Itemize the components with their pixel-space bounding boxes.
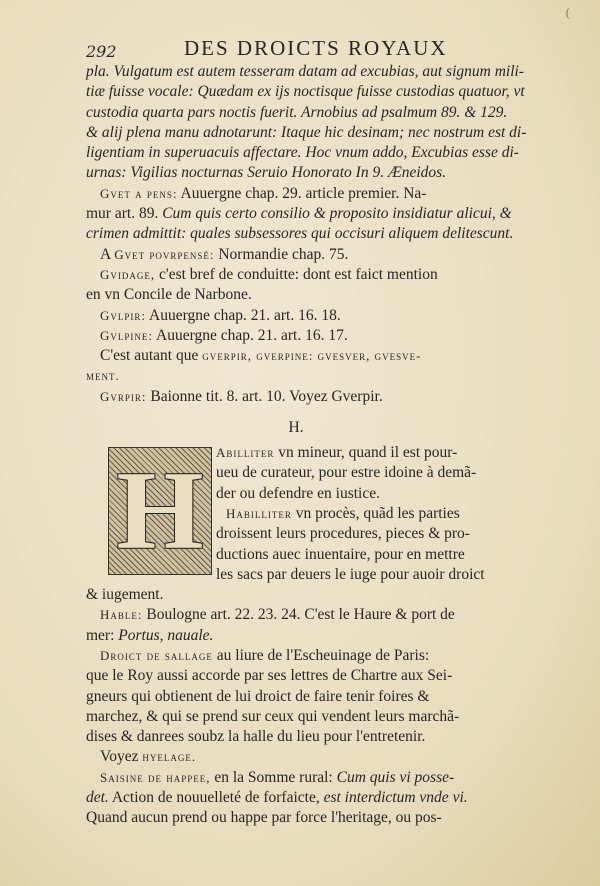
text-line <box>86 788 506 808</box>
entry-gvlpine <box>86 326 506 346</box>
entry-continuation <box>86 366 506 386</box>
entry-latin: det. <box>86 789 109 807</box>
entry-gvet-povrpense <box>86 245 506 265</box>
entry-head: Abilliter <box>216 445 275 461</box>
entry-text: vn mineur, quand il est pour- <box>274 444 458 462</box>
entry-voyez <box>86 747 506 767</box>
entry-latin: Cum quis vi posse- <box>336 768 455 786</box>
entry-head: gverpir, gverpine: gvesver, gvesve- <box>202 348 422 364</box>
entry-saisine-de-happee <box>86 768 506 788</box>
entry-text: Baionne tit. 8. art. 10. Voyez Gverpir. <box>146 387 383 405</box>
text-line <box>216 504 508 524</box>
running-head: DES DROICTS ROYAUX <box>184 36 448 60</box>
text-line: Quand aucun prend ou happe par force l'heritage, ou pos- <box>86 809 442 827</box>
entry-head: Gvet a pens: <box>100 185 178 201</box>
entry-continuation <box>86 204 512 224</box>
text-line: ligentiam in superuacuis affectare. Hoc vnum addo, Excubias esse di- <box>86 144 519 162</box>
entry-gvlpir <box>86 306 506 326</box>
page-number: 292 <box>86 42 117 61</box>
entry-continuation: en vn Concile de Narbone. <box>86 286 252 304</box>
corner-mark: ( <box>565 6 570 20</box>
entry-head: ment. <box>86 368 120 384</box>
text-line <box>216 443 508 463</box>
text-line: gneurs qui obtienent de lui droict de faire tenir foires & <box>86 687 430 705</box>
entry-text: Action de nouuelleté de forfaicte, <box>108 789 324 807</box>
initial-letter: H <box>116 448 204 573</box>
entry-text: au liure de l'Escheuinage de Paris: <box>212 646 430 664</box>
text-line: ductions auec inuentaire, pour en mettre <box>216 545 465 563</box>
text-line: marchez, & qui se prend sur ceux qui vendent leurs marchã- <box>86 707 460 725</box>
text-line: droissent leurs procedures, pieces & pro- <box>216 525 470 543</box>
entry-head: Habilliter <box>226 505 292 521</box>
entry-head: Gvrpir: <box>100 388 147 404</box>
entry-text: mur art. 89. <box>86 205 163 223</box>
entry-gvrpir <box>86 387 506 407</box>
entry-text: Auuergne chap. 29. article premier. Na- <box>177 184 427 202</box>
entry-gverpir-note <box>86 346 506 366</box>
text-line: dises & danrees soubz la halle du lieu pour l'entretenir. <box>86 728 426 746</box>
text-line: custodia quarta pars noctis fuerit. Arnobius ad psalmum 89. & 129. <box>86 103 508 121</box>
entry-head: Gvidage, <box>100 266 156 282</box>
text-line: ueu de curateur, pour estre idoine à demã- <box>216 464 477 482</box>
entry-text: Voyez <box>100 748 143 766</box>
text-line: der ou defendre en iustice. <box>216 484 380 502</box>
initial-block <box>86 443 506 687</box>
entry-indent: C'est autant que <box>100 347 203 365</box>
section-letter: H. <box>288 419 304 437</box>
decorated-initial-icon <box>108 447 212 575</box>
entry-head: Gvlpir: <box>100 307 147 323</box>
entry-head: Saisine de happee, <box>100 769 211 785</box>
entry-indent: A <box>100 245 115 263</box>
entry-text: vn procès, quãd les parties <box>291 504 460 522</box>
entry-continuation: crimen admittit: quales subsessores qui occisuri aliquem delitescunt. <box>86 225 514 243</box>
entry-text: mer: <box>86 626 119 644</box>
entry-gvidage <box>86 265 506 285</box>
entry-text: Auuergne chap. 21. art. 16. 18. <box>146 306 341 324</box>
text-line: que le Roy aussi accorde par ses lettres de Chartre aux Sei- <box>86 667 453 685</box>
text-line: urnas: Vigilias nocturnas Seruio Honorato In 9. Æneidos. <box>86 164 447 182</box>
entry-text: Normandie chap. 75. <box>214 245 349 263</box>
text-line: tiæ fuisse vocale: Quædam ex ijs noctisque fuisse custodias quatuor, vt <box>86 83 525 101</box>
text-line: & alij plena manu adnotarunt: Itaque hic desinam; nec nostrum est di- <box>86 123 527 141</box>
entry-head: Hable: <box>100 607 143 623</box>
entry-head: hyelage. <box>142 749 197 765</box>
entry-latin: Cum quis certo consilio & proposito insidiatur alicui, & <box>162 205 512 223</box>
text-line: & iugement. <box>86 586 164 604</box>
entry-latin: est interdictum vnde vi. <box>323 789 468 807</box>
entry-head: Droict de sallage <box>100 647 213 663</box>
entry-gvet-a-pens <box>86 184 506 204</box>
wrapped-text <box>216 443 508 585</box>
text-line: les sacs par deuers le iuge pour auoir droict <box>216 565 485 583</box>
entry-head: Gvet povrpensé: <box>114 246 215 262</box>
entry-text: c'est bref de conduitte: dont est faict mention <box>155 265 438 283</box>
entry-text: en la Somme rural: <box>210 768 337 786</box>
entry-text: Auuergne chap. 21. art. 16. 17. <box>153 326 348 344</box>
entry-head: Gvlpine: <box>100 327 153 343</box>
page-body <box>86 62 527 829</box>
text-line: pla. Vulgatum est autem tesseram datam ad excubias, aut signum mili- <box>86 63 524 80</box>
entry-text: Boulogne art. 22. 23. 24. C'est le Haure & port de <box>142 606 455 624</box>
entry-latin: Portus, nauale. <box>118 626 214 644</box>
